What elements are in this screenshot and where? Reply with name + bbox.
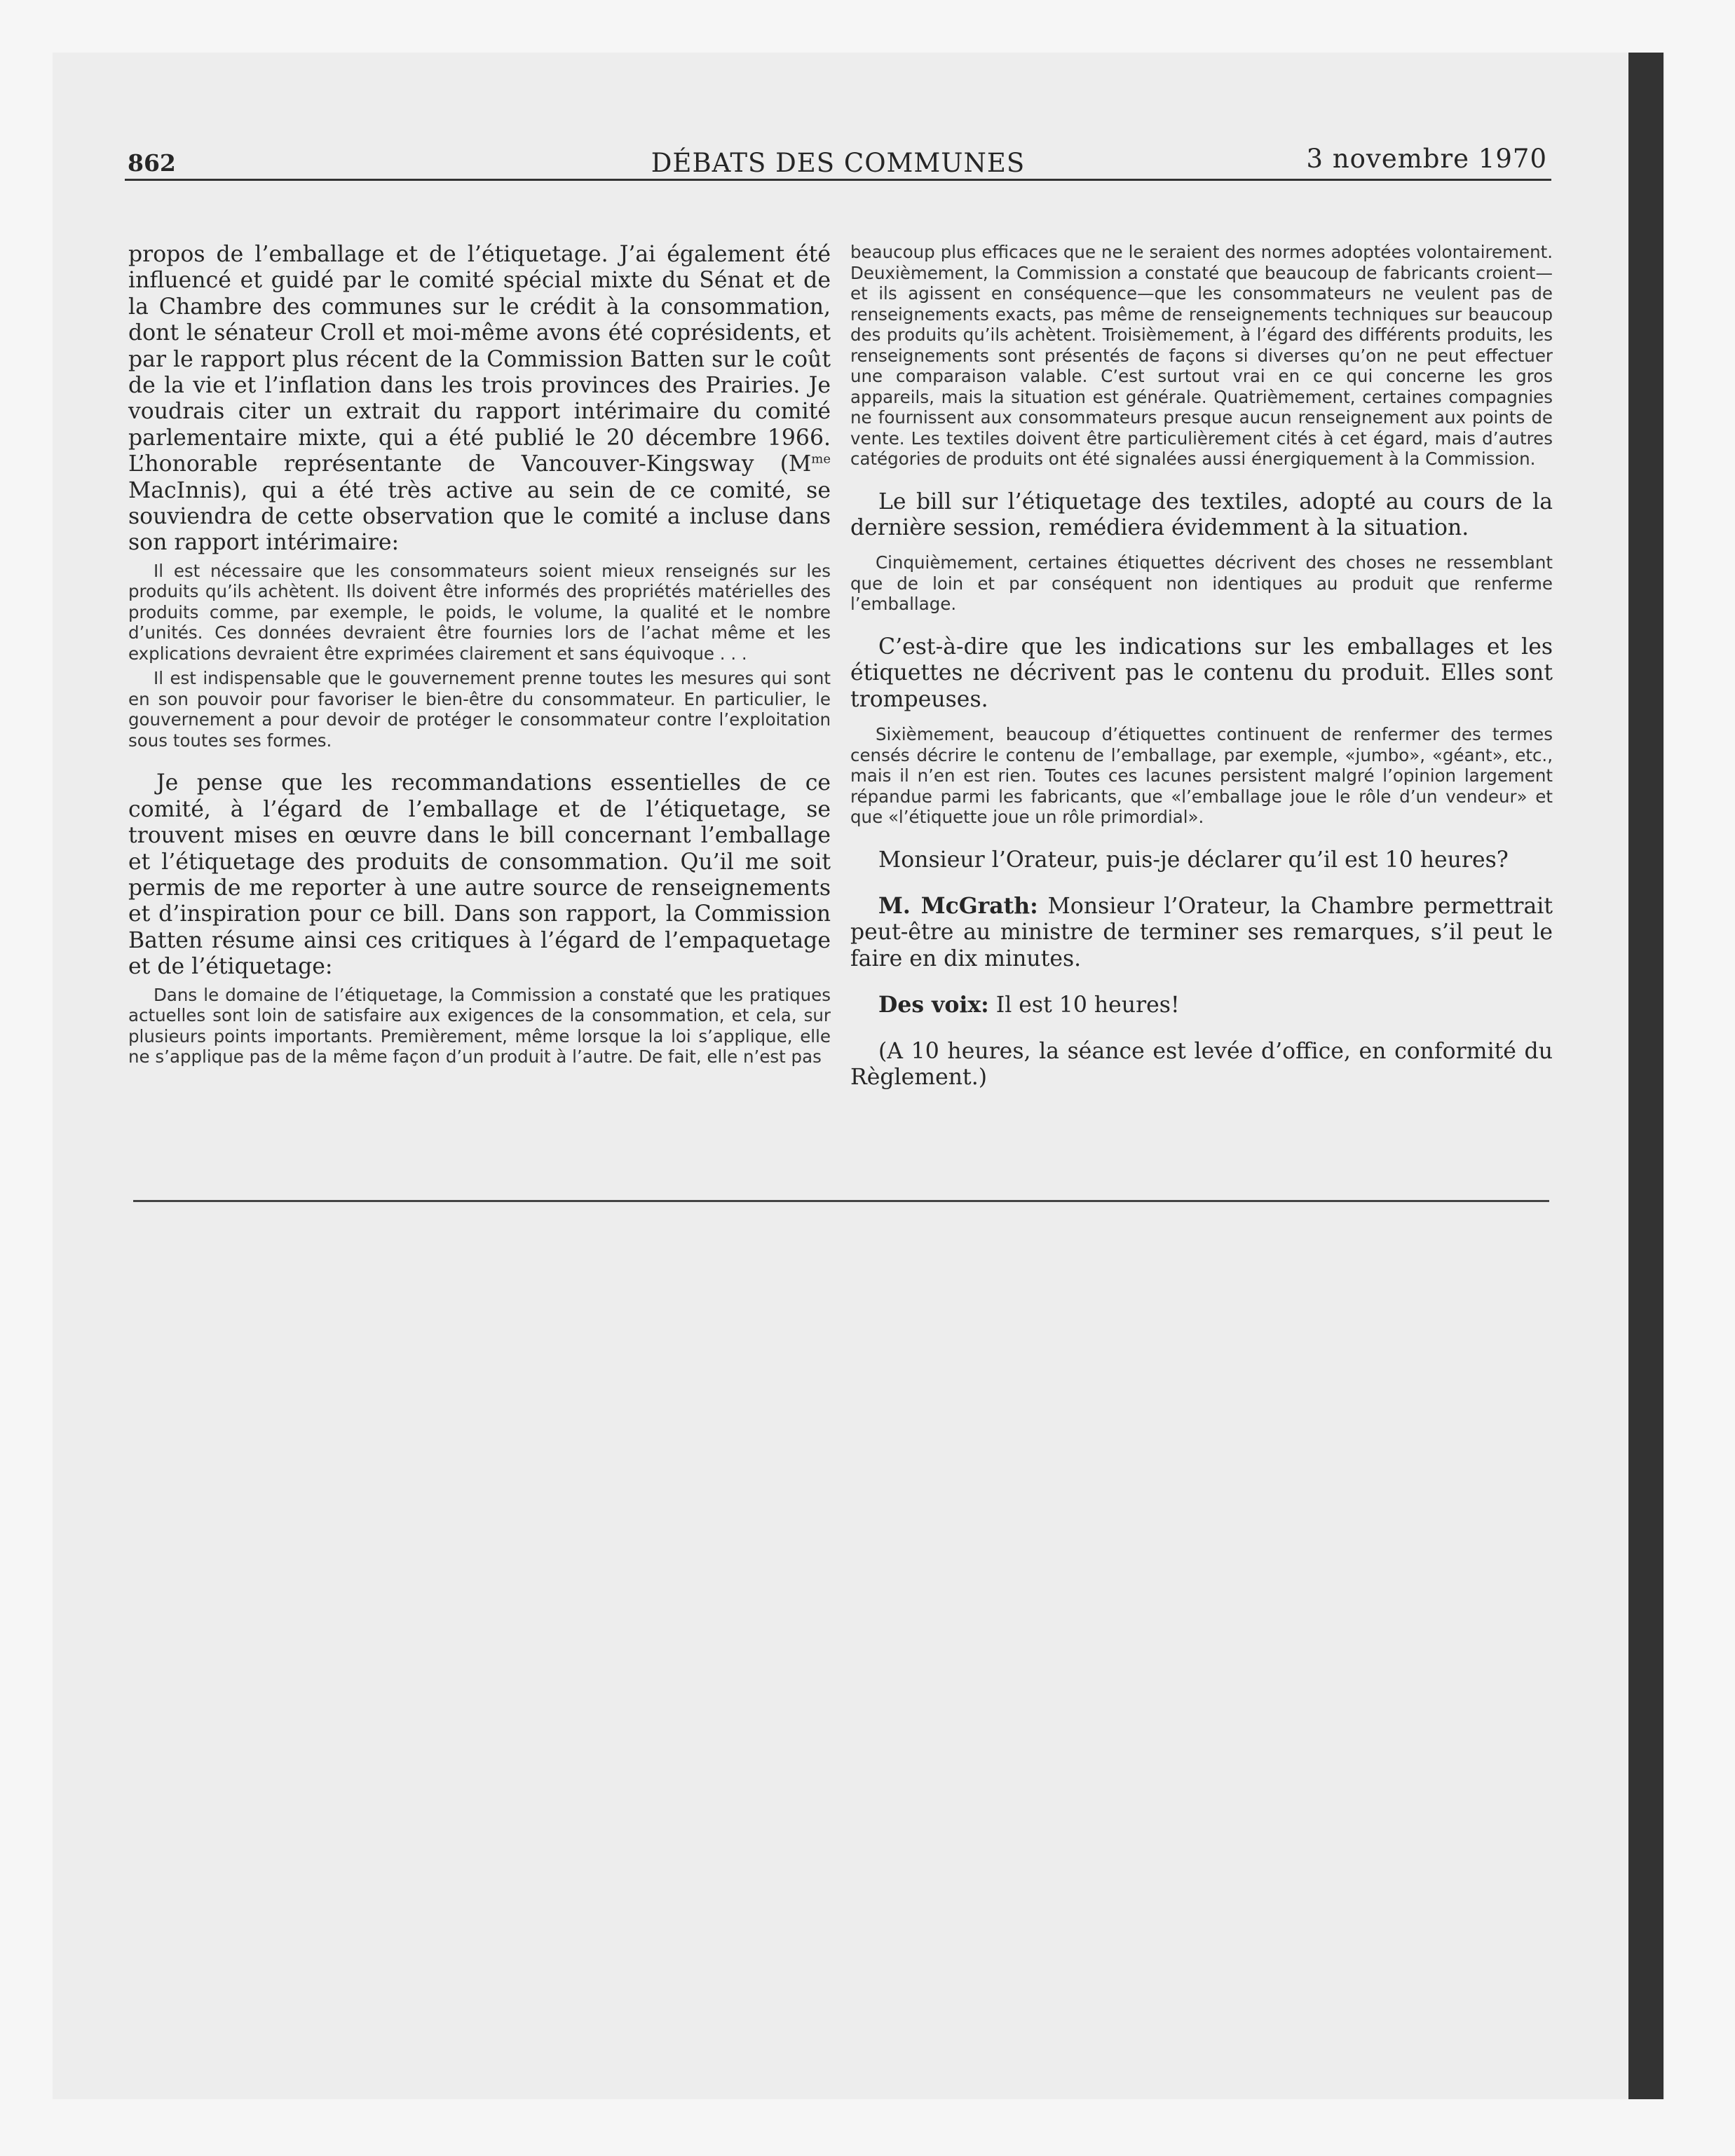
scan-edge-bar (1628, 53, 1663, 2099)
paragraph: C’est-à-dire que les indications sur les emballages et les étiquettes ne décrivent pas le contenu du produit. Elles sont trompeuses. (850, 634, 1553, 712)
page-date: 3 novembre 1970 (1306, 144, 1547, 174)
publication-title: DÉBATS DES COMMUNES (651, 148, 1026, 178)
paragraph: M. McGrath: Monsieur l’Orateur, la Chambre permettrait peut-être au ministre de terminer ses remarques, s’il peut le faire en dix minutes. (850, 892, 1553, 971)
paragraph: Des voix: Il est 10 heures! (878, 992, 1180, 1018)
paragraph: Monsieur l’Orateur, puis-je déclarer qu’il est 10 heures? (878, 847, 1509, 873)
paragraph: (A 10 heures, la séance est levée d’office, en conformité du Règlement.) (850, 1038, 1553, 1090)
quote-paragraph: Il est nécessaire que les consommateurs soient mieux renseignés sur les produits qu’ils achètent. Ils doivent être informés des propriétés matérielles des produits comme, par exemple, le poids, le volume, la qualité et le nombre d’unités. Ces données devraient être fournies lors de l’achat même et les explications devraient être exprimées clairement et sans équivoque . . . (128, 560, 831, 664)
closing-rule (133, 1200, 1549, 1202)
quote-paragraph: Il est indispensable que le gouvernement prenne toutes les mesures qui sont en son pouvoir pour favoriser le bien-être du consommateur. En particulier, le gouvernement a pour devoir de protéger le consommateur contre l’exploitation sous toutes ses formes. (128, 668, 831, 751)
paragraph: Le bill sur l’étiquetage des textiles, adopté au cours de la dernière session, remédiera évidemment à la situation. (850, 489, 1553, 540)
quote-paragraph: Sixièmement, beaucoup d’étiquettes continuent de renfermer des termes censés décrire le contenu de l’emballage, par exemple, «jumbo», «géant», etc., mais il n’en est rien. Toutes ces lacunes persistent malgré l’opinion largement répandue parmi les fabricants, que «l’emballage joue le rôle d’un vendeur» et que «l’étiquette joue un rôle primordial». (850, 724, 1553, 828)
speaker-name: Des voix: (878, 992, 989, 1018)
quote-paragraph: Dans le domaine de l’étiquetage, la Commission a constaté que les pratiques actuelles sont loin de satisfaire aux exigences de la consommation, et cela, sur plusieurs points importants. Premièrement, même lorsque la loi s’applique, elle ne s’applique pas de la même façon d’un produit à l’autre. De fait, elle n’est pas (128, 984, 831, 1067)
speaker-name: M. McGrath: (878, 892, 1038, 919)
page-number: 862 (128, 149, 176, 177)
paragraph: propos de l’emballage et de l’étiquetage. J’ai également été influencé et guidé par le comité spécial mixte du Sénat et de la Chambre des communes sur le crédit à la consommation, dont le sénateur Croll et moi-même avons été coprésidents, et par le rapport plus récent de la Commission Batten sur le coût de la vie et l’inflation dans les trois provinces des Prairies. Je voudrais citer un extrait du rapport intérimaire du comité parlementaire mixte, qui a été publié le 20 décembre 1966. L’honorable représentante de Vancouver-Kingsway ($M^{me}$ MacInnis), qui a été très active au sein de ce comité, se souviendra de cette observation que le comité a incluse dans son rapport intérimaire: (128, 242, 831, 556)
paragraph: Je pense que les recommandations essentielles de ce comité, à l’égard de l’emballage et de l’étiquetage, se trouvent mises en œuvre dans le bill concernant l’emballage et l’étiquetage des produits de consommation. Qu’il me soit permis de me reporter à une autre source de renseignements et d’inspiration pour ce bill. Dans son rapport, la Commission Batten résume ainsi ces critiques à l’égard de l’empaquetage et de l’étiquetage: (128, 770, 831, 980)
page-header (125, 142, 1551, 181)
quote-paragraph: beaucoup plus efficaces que ne le seraient des normes adoptées volontairement. Deuxièmement, la Commission a constaté que beaucoup de fabricants croient—et ils agissent en conséquence—que les consommateurs ne veulent pas de renseignements exacts, pas même de renseignements techniques sur beaucoup des produits qu’ils achètent. Troisièmement, à l’égard des différents produits, les renseignements sont présentés de façons si diverses qu’on ne peut effectuer une comparaison valable. C’est surtout vrai en ce qui concerne les gros appareils, mais la situation est générale. Quatrièmement, certaines compagnies ne fournissent aux consommateurs presque aucun renseignement aux points de vente. Les textiles doivent être particulièrement cités à cet égard, mais d’autres catégories de produits ont été signalées aussi énergiquement à la Commission. (850, 242, 1553, 469)
quote-paragraph: Cinquièmement, certaines étiquettes décrivent des choses ne ressemblant que de loin et par conséquent non identiques au produit que renferme l’emballage. (850, 552, 1553, 615)
right-column (850, 242, 1553, 1091)
left-column (128, 242, 831, 1067)
